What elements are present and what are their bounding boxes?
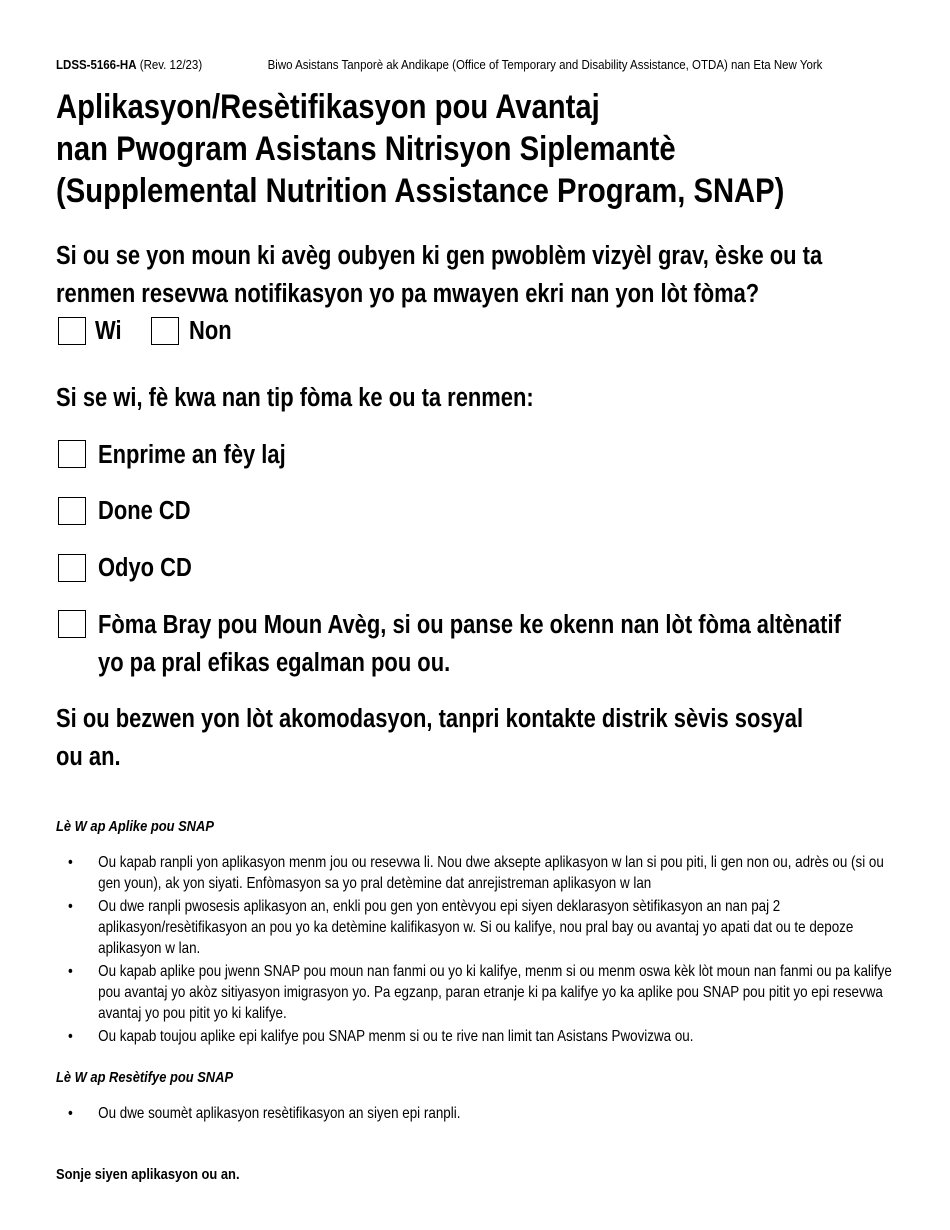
page-title xyxy=(56,86,830,212)
form-header xyxy=(56,58,829,72)
audio-cd-label: Odyo CD xyxy=(98,554,192,582)
braille-label-line-1: Fòma Bray pou Moun Avèg, si ou panse ke okenn nan lòt fòma altènatif xyxy=(98,611,841,639)
data-cd-label: Done CD xyxy=(98,497,191,525)
braille-checkbox[interactable] xyxy=(58,610,86,638)
recert-section-heading: Lè W ap Resètifye pou SNAP xyxy=(56,1069,234,1086)
list-item: • Ou kapab aplike pou jwenn SNAP pou moun nan fanmi ou yo ki kalifye, menm si ou menm oswa kèk lòt moun nan fanmi ou pa kalifye pou avantaj yo akòz sitiyasyon imigrasyon yo. Pa egzanp, paran etranje ki pa kalifye yo ka aplike pou SNAP pou pitit yo epi resevwa avantaj yo pou pitit yo ki kalifye. xyxy=(56,961,899,1024)
format-question: Si se wi, fè kwa nan tip fòma ke ou ta renmen: xyxy=(56,384,534,412)
form-revision: (Rev. 12/23) xyxy=(139,58,203,72)
list-item: • Ou kapab toujou aplike epi kalifye pou SNAP menm si ou te rive nan limit tan Asistans Pwovizwa ou. xyxy=(56,1026,899,1047)
title-line-2: nan Pwogram Asistans Nitrisyon Siplemantè xyxy=(56,130,676,168)
apply-bullet-list xyxy=(56,852,899,1049)
no-checkbox[interactable] xyxy=(151,317,179,345)
closing-reminder: Sonje siyen aplikasyon ou an. xyxy=(56,1166,240,1183)
list-item: • Ou dwe ranpli pwosesis aplikasyon an, enkli pou gen yon entèvyou epi siyen deklarasyon sètifikasyon an nan paj 2 aplikasyon/resètifikasyon an pou yo ka detèmine kalifikasyon w. Si ou kalifye, nou pral bay ou avantaj yo apati dat ou te depoze aplikasyon w lan. xyxy=(56,896,899,959)
recert-bullet-list xyxy=(56,1103,899,1126)
braille-label-line-2: yo pa pral efikas egalman pou ou. xyxy=(98,649,451,677)
title-line-3: (Supplemental Nutrition Assistance Program, SNAP) xyxy=(56,172,785,210)
large-print-label: Enprime an fèy laj xyxy=(98,441,286,469)
apply-section-heading: Lè W ap Aplike pou SNAP xyxy=(56,818,214,835)
form-code: LDSS-5166-HA xyxy=(56,58,137,72)
data-cd-checkbox[interactable] xyxy=(58,497,86,525)
yes-checkbox[interactable] xyxy=(58,317,86,345)
accommodation-line-2: ou an. xyxy=(56,743,121,771)
accommodation-note xyxy=(56,700,925,776)
yes-label: Wi xyxy=(95,317,122,345)
list-item: • Ou dwe soumèt aplikasyon resètifikasyon an siyen epi ranpli. xyxy=(56,1103,899,1124)
agency-name: Biwo Asistans Tanporè ak Andikape (Office of Temporary and Disability Assistance, OTDA) nan Eta New York xyxy=(267,58,823,72)
large-print-checkbox[interactable] xyxy=(58,440,86,468)
vision-question xyxy=(56,237,947,313)
accommodation-line-1: Si ou bezwen yon lòt akomodasyon, tanpri kontakte distrik sèvis sosyal xyxy=(56,705,804,733)
vision-question-line-2: renmen resevwa notifikasyon yo pa mwayen ekri nan yon lòt fòma? xyxy=(56,280,760,308)
title-line-1: Aplikasyon/Resètifikasyon pou Avantaj xyxy=(56,88,600,126)
vision-question-line-1: Si ou se yon moun ki avèg oubyen ki gen pwoblèm vizyèl grav, èske ou ta xyxy=(56,242,823,270)
list-item: • Ou kapab ranpli yon aplikasyon menm jou ou resevwa li. Nou dwe aksepte aplikasyon w lan si pou piti, li gen non ou, adrès ou (si ou gen youn), ak yon siyati. Enfòmasyon sa yo pral detèmine dat anrejistreman aplikasyon w lan xyxy=(56,852,899,894)
braille-label xyxy=(98,606,950,682)
audio-cd-checkbox[interactable] xyxy=(58,554,86,582)
no-label: Non xyxy=(189,317,232,345)
